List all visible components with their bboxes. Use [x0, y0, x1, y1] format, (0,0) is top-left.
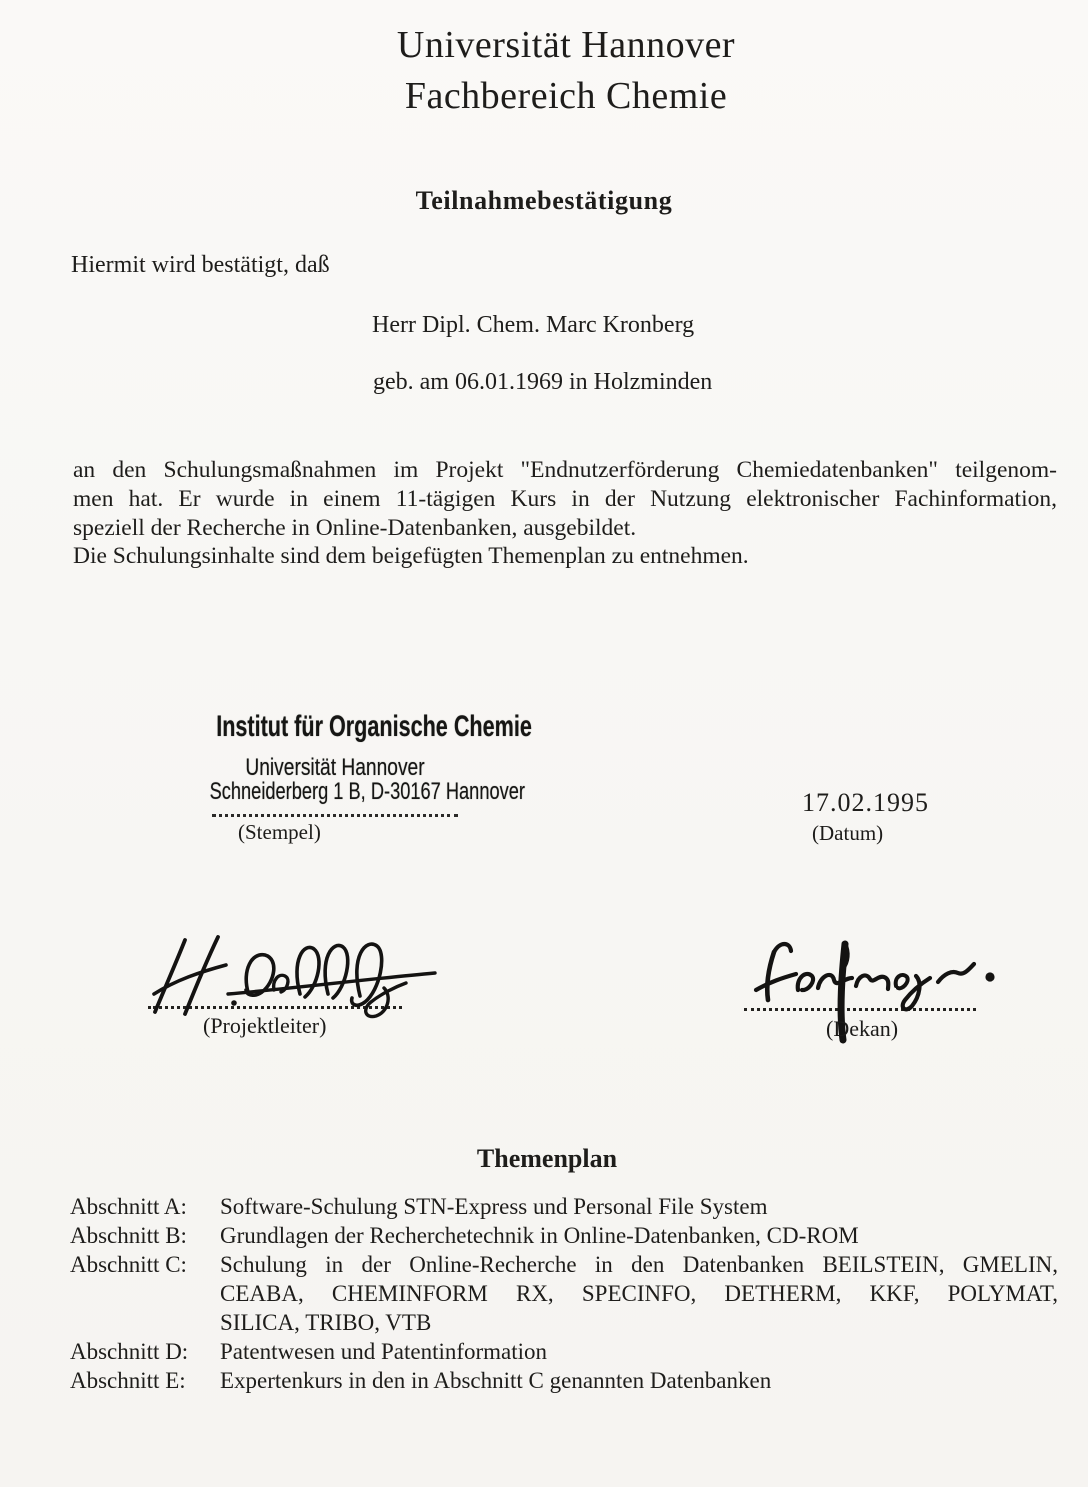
stamp-university-line: Universität Hannover [245, 754, 425, 781]
themenplan-text: Grundlagen der Recherchetechnik in Online-Datenbanken, CD-ROM [220, 1223, 859, 1248]
projektleiter-signature-line [148, 990, 402, 1009]
themenplan-item-a [70, 1192, 1058, 1221]
themenplan-text: CEABA, CHEMINFORM RX, SPECINFO, DETHERM, KKF, POLYMAT, [220, 1281, 1058, 1306]
themenplan-title: Themenplan [476, 1144, 618, 1173]
themenplan-text: Expertenkurs in den in Abschnitt C genannten Datenbanken [220, 1368, 772, 1393]
themenplan-item-c [70, 1250, 1058, 1337]
themenplan-label: Abschnitt D: [70, 1339, 189, 1364]
paragraph-line: speziell der Recherche in Online-Datenbanken, ausgebildet. [73, 514, 637, 541]
stamp-dotted-line [212, 798, 458, 817]
paragraph-line: Die Schulungsinhalte sind dem beigefügten Themenplan zu entnehmen. [73, 543, 749, 570]
stamp-institute-line: Institut für Organische Chemie [216, 710, 532, 743]
themenplan-list [70, 1192, 1058, 1395]
intro-line: Hiermit wird bestätigt, daß [71, 252, 330, 278]
themenplan-label: Abschnitt A: [70, 1194, 187, 1219]
participant-name: Herr Dipl. Chem. Marc Kronberg [372, 312, 695, 338]
university-name: Universität Hannover [396, 24, 736, 66]
themenplan-text: Software-Schulung STN-Express und Personal File System [220, 1194, 768, 1219]
paragraph-line: men hat. Er wurde in einem 11-tägigen Kurs in der Nutzung elektronischer Fachinformation, [73, 485, 1057, 512]
paragraph-line: an den Schulungsmaßnahmen im Projekt "Endnutzerförderung Chemiedatenbanken" teilgenom- [73, 457, 1057, 483]
themenplan-text: Schulung in der Online-Recherche in den Datenbanken BEILSTEIN, GMELIN, [220, 1252, 1058, 1277]
themenplan-item-d [70, 1337, 1058, 1366]
document-title: Teilnahmebestätigung [415, 186, 673, 215]
themenplan-text: SILICA, TRIBO, VTB [220, 1310, 432, 1335]
dekan-signature-line [744, 992, 976, 1011]
body-paragraph [73, 456, 1057, 571]
themenplan-item-b [70, 1221, 1058, 1250]
themenplan-label: Abschnitt B: [70, 1223, 187, 1248]
date-caption: (Datum) [812, 821, 884, 845]
dekan-caption: (Dekan) [826, 1016, 899, 1041]
projektleiter-caption: (Projektleiter) [203, 1013, 327, 1038]
themenplan-item-e [70, 1366, 1058, 1395]
stamp-address-line: Schneiderberg 1 B, D-30167 Hannover [209, 778, 525, 805]
participant-birthdate: geb. am 06.01.1969 in Holzminden [373, 369, 713, 395]
stamp-caption: (Stempel) [238, 820, 321, 844]
date-value: 17.02.1995 [802, 788, 929, 817]
themenplan-label: Abschnitt E: [70, 1368, 186, 1393]
themenplan-text: Patentwesen und Patentinformation [220, 1339, 548, 1364]
letterhead [22, 20, 1088, 122]
themenplan-label: Abschnitt C: [70, 1252, 187, 1277]
department-name: Fachbereich Chemie [404, 75, 728, 117]
